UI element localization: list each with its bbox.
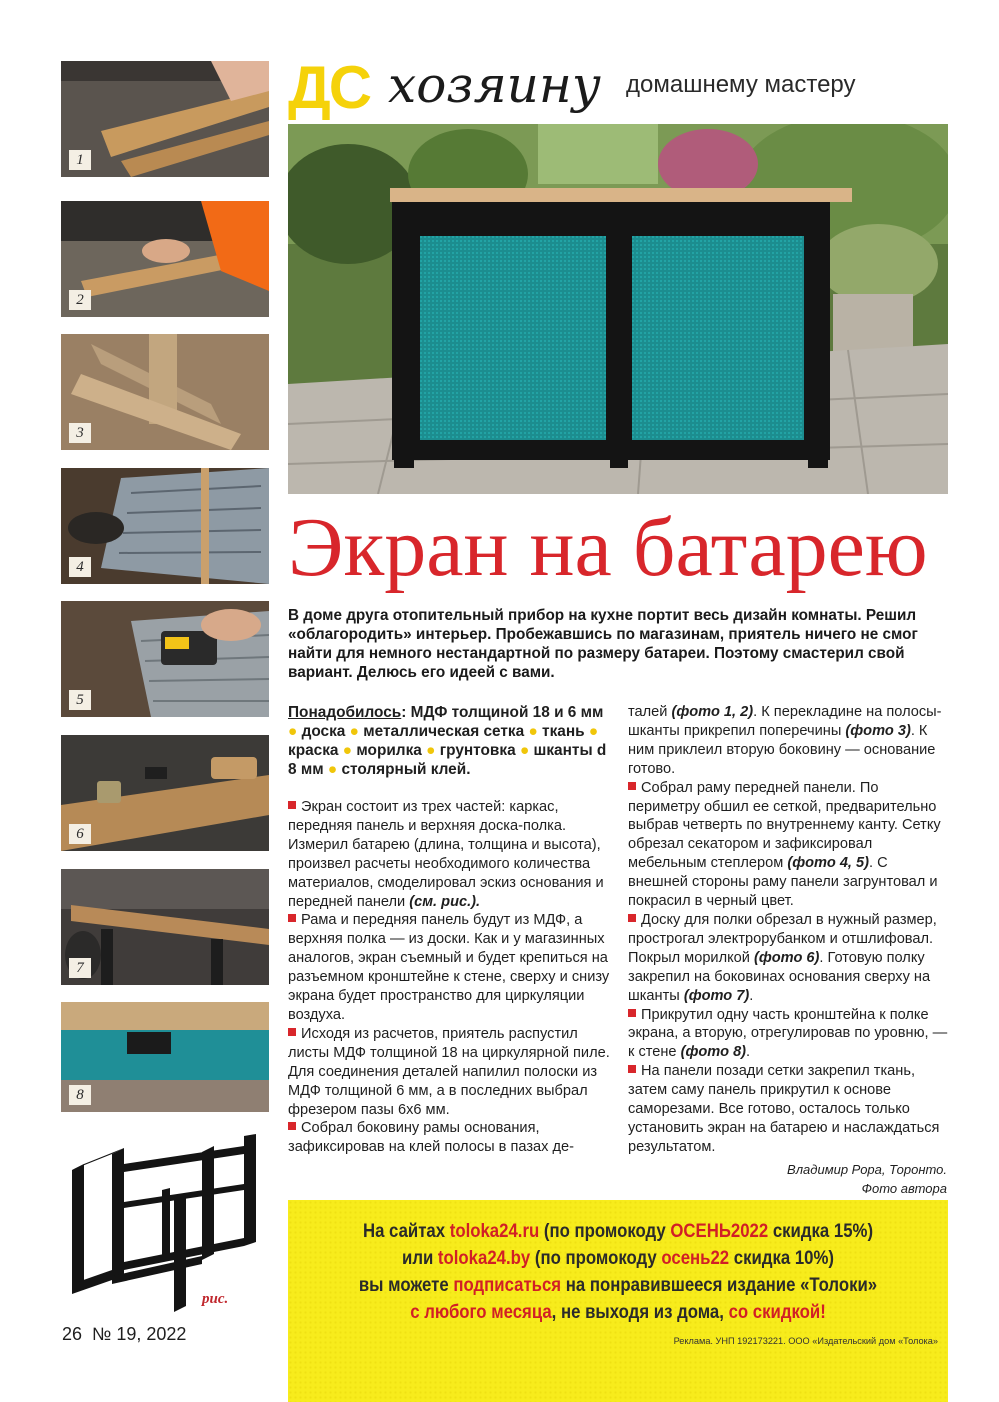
step-photo-5	[61, 601, 269, 717]
photo-number: 6	[69, 824, 91, 844]
step-photo-1	[61, 61, 269, 177]
step-photo-8	[61, 1002, 269, 1112]
promo-code-ru: ОСЕНЬ2022	[670, 1220, 769, 1242]
materials-label: Понадобилось	[288, 704, 402, 721]
photo-number: 3	[69, 423, 91, 443]
paragraph: Исходя из расчетов, приятель распустил листы МДФ толщиной 18 на циркулярной пиле. Для соединения деталей напилил полоски из МДФ толщиной 6 мм, а в последних выбрал фрезером пазы 6х6 мм.	[288, 1025, 610, 1118]
bullet-marker	[288, 801, 296, 809]
step-photo-2	[61, 201, 269, 317]
bullet-marker	[628, 914, 636, 922]
article-column-1	[288, 703, 610, 1157]
bullet-marker	[288, 914, 296, 922]
site-link-ru[interactable]: toloka24.ru	[449, 1220, 540, 1242]
paragraph: Собрал боковину рамы основания, зафиксировав на клей полосы в пазах де-	[288, 1120, 574, 1156]
photo-credit: Фото автора	[861, 1181, 947, 1196]
promo-code-by: осень22	[661, 1247, 730, 1269]
paragraph: На панели позади сетки закрепил ткань, затем саму панель прикрутил к основе саморезами. Все готово, осталось только установить экран на батарею и наслаждаться результатом.	[628, 1063, 940, 1155]
article-column-2	[628, 703, 950, 1157]
paragraph: талей (фото 1, 2). К перекладине на полосы-шканты прикрепил поперечины (фото 3). К ним приклеил вторую боковину — основание готово.	[628, 704, 942, 777]
site-link-by[interactable]: toloka24.by	[437, 1247, 531, 1269]
radiator-screen-image	[288, 124, 948, 494]
step-photo-7	[61, 869, 269, 985]
ad-line-2: или toloka24.by (по промокоду осень22 скидка 10%)	[402, 1247, 834, 1269]
magazine-badge: ДС	[288, 54, 371, 121]
drawing-caption: рис.	[202, 1291, 229, 1307]
bullet-marker	[288, 1028, 296, 1036]
section-subtitle: домашнему мастеру	[626, 71, 856, 98]
materials-list: Понадобилось: МДФ толщиной 18 и 6 мм ● доска ● металлическая сетка ● ткань ● краска ● морилка ● грунтовка ● шканты d 8 мм ● столярный клей.	[288, 704, 607, 778]
issue-number: № 19, 2022	[92, 1324, 187, 1344]
paragraph: Собрал раму передней панели. По периметру обшил ее сеткой, предварительно выбрав четверть по внутреннему канту. Сетку обрезал секатором и зафиксировал мебельным степлером (фото 4, 5). С внешней стороны раму панели загрунтовал и покрасил в черный цвет.	[628, 779, 941, 910]
page-footer	[62, 1322, 186, 1346]
step-photo-3	[61, 334, 269, 450]
paragraph: Прикрутил одну часть кронштейна к полке экрана, а вторую, отрегулировав по уровню, — к стене (фото 8).	[628, 1006, 948, 1061]
photo-number: 1	[69, 150, 91, 170]
bullet-marker	[628, 1009, 636, 1017]
ad-line-4: с любого месяца, не выходя из дома, со скидкой!	[410, 1301, 826, 1323]
photo-number: 2	[69, 290, 91, 310]
paragraph: Экран состоит из трех частей: каркас, передняя панель и верхняя доска-полка. Измерил батарею (длина, толщина и высота), произвел расчеты необходимого количества материалов, смоделировал эскиз основания и передней панели (см. рис.).	[288, 799, 604, 910]
article-title: Экран на батарею	[288, 501, 928, 594]
photo-number: 4	[69, 557, 91, 577]
bullet-marker	[288, 1122, 296, 1130]
frame-drawing	[62, 1134, 272, 1314]
step-photo-4	[61, 468, 269, 584]
ad-line-3: вы можете подписаться на понравившееся издание «Толоки»	[358, 1274, 878, 1296]
ad-text	[334, 1218, 902, 1326]
page-number: 26	[62, 1324, 83, 1344]
paragraph: Рама и передняя панель будут из МДФ, а верхняя полка — из доски. Как и у магазинных аналогов, экран съемный и будет крепиться на разъемном кронштейне к стене, сверху и снизу экрана будет пространство для циркуляции воздуха.	[288, 912, 610, 1023]
photo-1-image	[61, 61, 269, 177]
paragraph: Доску для полки обрезал в нужный размер, прострогал электрорубанком и отшлифовал. Покрыл морилкой (фото 6). Готовую полку закрепил на боковинах основания сверху на шканты (фото 7).	[628, 911, 937, 1004]
ad-line-1: На сайтах toloka24.ru (по промокоду ОСЕНЬ2022 скидка 15%)	[362, 1220, 874, 1242]
section-title: хозяину	[388, 56, 601, 114]
bullet-marker	[628, 782, 636, 790]
ad-disclaimer: Реклама. УНП 192173221. ООО «Издательский дом «Толока»	[673, 1336, 938, 1346]
subscription-ad	[288, 1200, 948, 1402]
bullet-marker	[628, 1065, 636, 1073]
author-signature: Владимир Рора, Торонто.	[787, 1162, 947, 1177]
hero-photo	[288, 124, 948, 494]
step-photo-6	[61, 735, 269, 851]
photo-number: 5	[69, 690, 91, 710]
photo-number: 7	[69, 958, 91, 978]
article-lead: В доме друга отопительный прибор на кухне портит весь дизайн комнаты. Решил «облагородить» интерьер. Пробежавшись по магазинам, приятель ничего не смог найти для немного нестандартной по размеру батареи. Поэтому смастерил свой вариант. Делюсь его идеей с вами.	[288, 607, 918, 681]
photo-number: 8	[69, 1085, 91, 1105]
